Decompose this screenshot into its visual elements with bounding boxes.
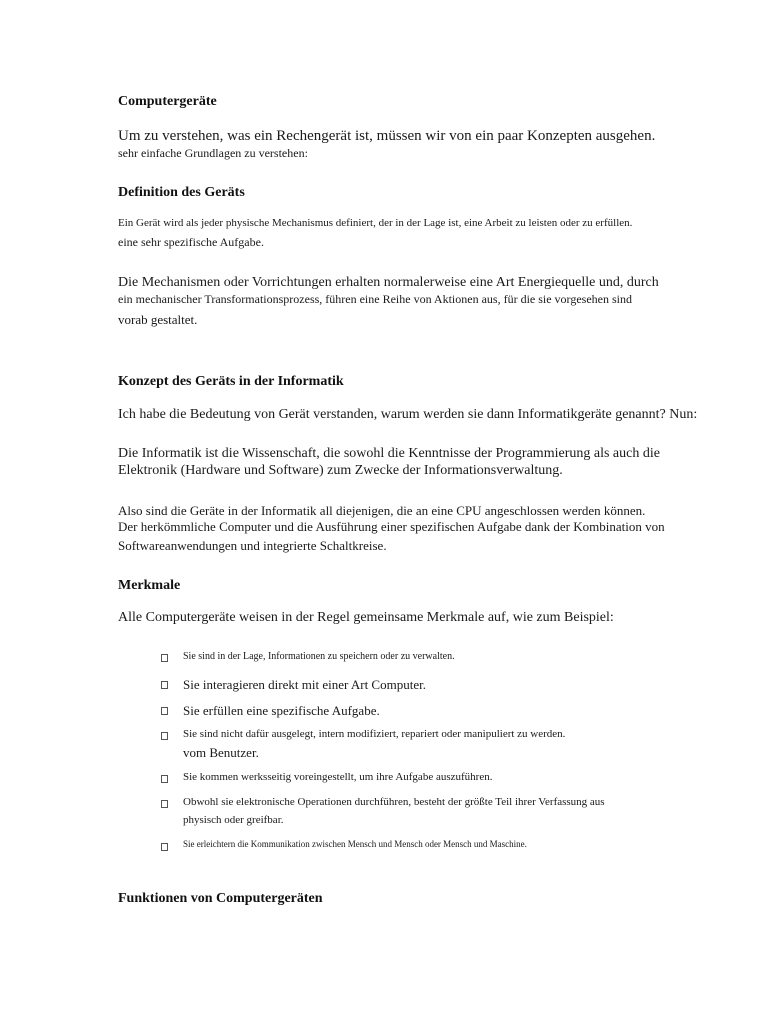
- bullet-item: Sie sind nicht dafür ausgelegt, intern modifiziert, repariert oder manipuliert zu werden.: [183, 728, 566, 740]
- bullet-item: Obwohl sie elektronische Operationen durchführen, besteht der größte Teil ihrer Verfassung aus: [183, 796, 605, 808]
- definition-line-1: Ein Gerät wird als jeder physische Mechanismus definiert, der in der Lage ist, eine Arbeit zu leisten oder zu erfüllen.: [118, 217, 633, 229]
- bullet-box-icon: [161, 707, 168, 715]
- definition-line-2: eine sehr spezifische Aufgabe.: [118, 235, 264, 249]
- bullet-item: Sie erfüllen eine spezifische Aufgabe.: [183, 703, 380, 718]
- bullet-item: Sie sind in der Lage, Informationen zu speichern oder zu verwalten.: [183, 651, 455, 662]
- bullet-box-icon: [161, 681, 168, 689]
- bullet-box-icon: [161, 800, 168, 808]
- heading-definition: Definition des Geräts: [118, 185, 245, 200]
- heading-concept: Konzept des Geräts in der Informatik: [118, 374, 344, 389]
- bullet-item: Sie kommen werksseitig voreingestellt, um ihre Aufgabe auszuführen.: [183, 771, 493, 783]
- features-intro: Alle Computergeräte weisen in der Regel gemeinsame Merkmale auf, wie zum Beispiel:: [118, 610, 614, 625]
- bullet-item: Sie interagieren direkt mit einer Art Computer.: [183, 677, 426, 692]
- bullet-item-continuation: vom Benutzer.: [183, 745, 259, 760]
- mechanism-line-1: Die Mechanismen oder Vorrichtungen erhalten normalerweise eine Art Energiequelle und, durch: [118, 275, 659, 290]
- bullet-box-icon: [161, 775, 168, 783]
- intro-line-1: Um zu verstehen, was ein Rechengerät ist, müssen wir von ein paar Konzepten ausgehen.: [118, 128, 656, 144]
- cpu-line-2: Der herkömmliche Computer und die Ausführung einer spezifischen Aufgabe dank der Kombination von: [118, 519, 665, 534]
- cpu-line-3: Softwareanwendungen und integrierte Schaltkreise.: [118, 538, 387, 553]
- bullet-item: Sie erleichtern die Kommunikation zwischen Mensch und Mensch oder Mensch und Maschine.: [183, 839, 527, 849]
- intro-line-2: sehr einfache Grundlagen zu verstehen:: [118, 146, 308, 160]
- heading-merkmale: Merkmale: [118, 578, 181, 593]
- cpu-line-1: Also sind die Geräte in der Informatik all diejenigen, die an eine CPU angeschlossen werden können.: [118, 503, 646, 518]
- bullet-box-icon: [161, 654, 168, 662]
- heading-funktionen: Funktionen von Computergeräten: [118, 891, 323, 906]
- bullet-box-icon: [161, 732, 168, 740]
- bullet-item-continuation: physisch oder greifbar.: [183, 814, 284, 826]
- informatics-line-1: Die Informatik ist die Wissenschaft, die sowohl die Kenntnisse der Programmierung als auch die: [118, 446, 660, 461]
- concept-line-1: Ich habe die Bedeutung von Gerät verstanden, warum werden sie dann Informatikgeräte genannt? Nun:: [118, 407, 698, 422]
- mechanism-line-2: ein mechanischer Transformationsprozess, führen eine Reihe von Aktionen aus, für die sie vorgesehen sind: [118, 292, 632, 306]
- heading-computergeraete: Computergeräte: [118, 94, 217, 109]
- mechanism-line-3: vorab gestaltet.: [118, 312, 198, 327]
- bullet-box-icon: [161, 843, 168, 851]
- informatics-line-2: Elektronik (Hardware und Software) zum Zwecke der Informationsverwaltung.: [118, 463, 563, 478]
